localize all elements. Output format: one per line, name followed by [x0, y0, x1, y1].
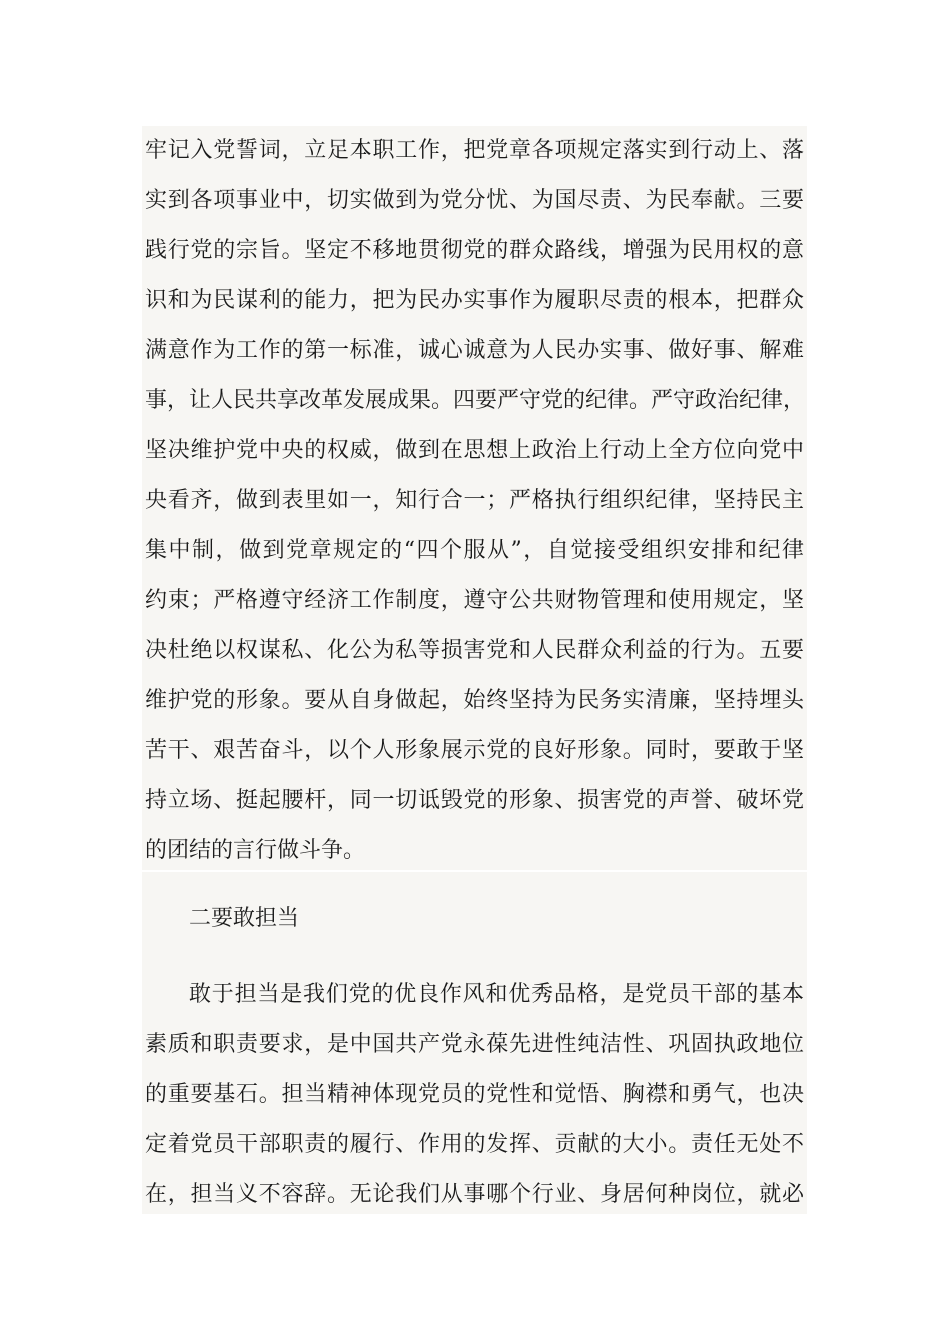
paragraph-line: 定着党员干部职责的履行、作用的发挥、贡献的大小。责任无处不 [145, 1132, 804, 1157]
paragraph-line: 坚决维护党中央的权威，做到在思想上政治上行动上全方位向党中 [145, 438, 804, 463]
paragraph-line: 集中制，做到党章规定的“四个服从”，自觉接受组织安排和纪律 [145, 538, 804, 563]
section-heading: 二要敢担当 [189, 906, 300, 931]
section-two [142, 872, 807, 1214]
paragraph-continued [142, 126, 807, 870]
paragraph-line: 的重要基石。担当精神体现党员的党性和觉悟、胸襟和勇气，也决 [145, 1082, 804, 1107]
paragraph-line: 约束；严格遵守经济工作制度，遵守公共财物管理和使用规定，坚 [145, 588, 804, 613]
paragraph-line: 持立场、挺起腰杆，同一切诋毁党的形象、损害党的声誉、破坏党 [145, 788, 804, 813]
paragraph-line: 实到各项事业中，切实做到为党分忧、为国尽责、为民奉献。三要 [145, 188, 804, 213]
paragraph-line: 在，担当义不容辞。无论我们从事哪个行业、身居何种岗位，就必 [145, 1182, 804, 1207]
paragraph-line: 央看齐，做到表里如一，知行合一；严格执行组织纪律，坚持民主 [145, 488, 804, 513]
paragraph-line: 牢记入党誓词，立足本职工作，把党章各项规定落实到行动上、落 [145, 138, 804, 163]
paragraph-line: 识和为民谋利的能力，把为民办实事作为履职尽责的根本，把群众 [145, 288, 804, 313]
paragraph-line: 苦干、艰苦奋斗，以个人形象展示党的良好形象。同时，要敢于坚 [145, 738, 804, 763]
paragraph-line: 素质和职责要求，是中国共产党永葆先进性纯洁性、巩固执政地位 [145, 1032, 804, 1057]
paragraph-line: 的团结的言行做斗争。 [145, 838, 366, 863]
paragraph-line: 敢于担当是我们党的优良作风和优秀品格，是党员干部的基本 [189, 982, 804, 1007]
paragraph-line: 决杜绝以权谋私、化公为私等损害党和人民群众利益的行为。五要 [145, 638, 804, 663]
paragraph-line: 践行党的宗旨。坚定不移地贯彻党的群众路线，增强为民用权的意 [145, 238, 804, 263]
paragraph-line: 维护党的形象。要从自身做起，始终坚持为民务实清廉，坚持埋头 [145, 688, 804, 713]
paragraph-line: 事，让人民共享改革发展成果。四要严守党的纪律。严守政治纪律， [145, 388, 806, 413]
paragraph-line: 满意作为工作的第一标准，诚心诚意为人民办实事、做好事、解难 [145, 338, 804, 363]
